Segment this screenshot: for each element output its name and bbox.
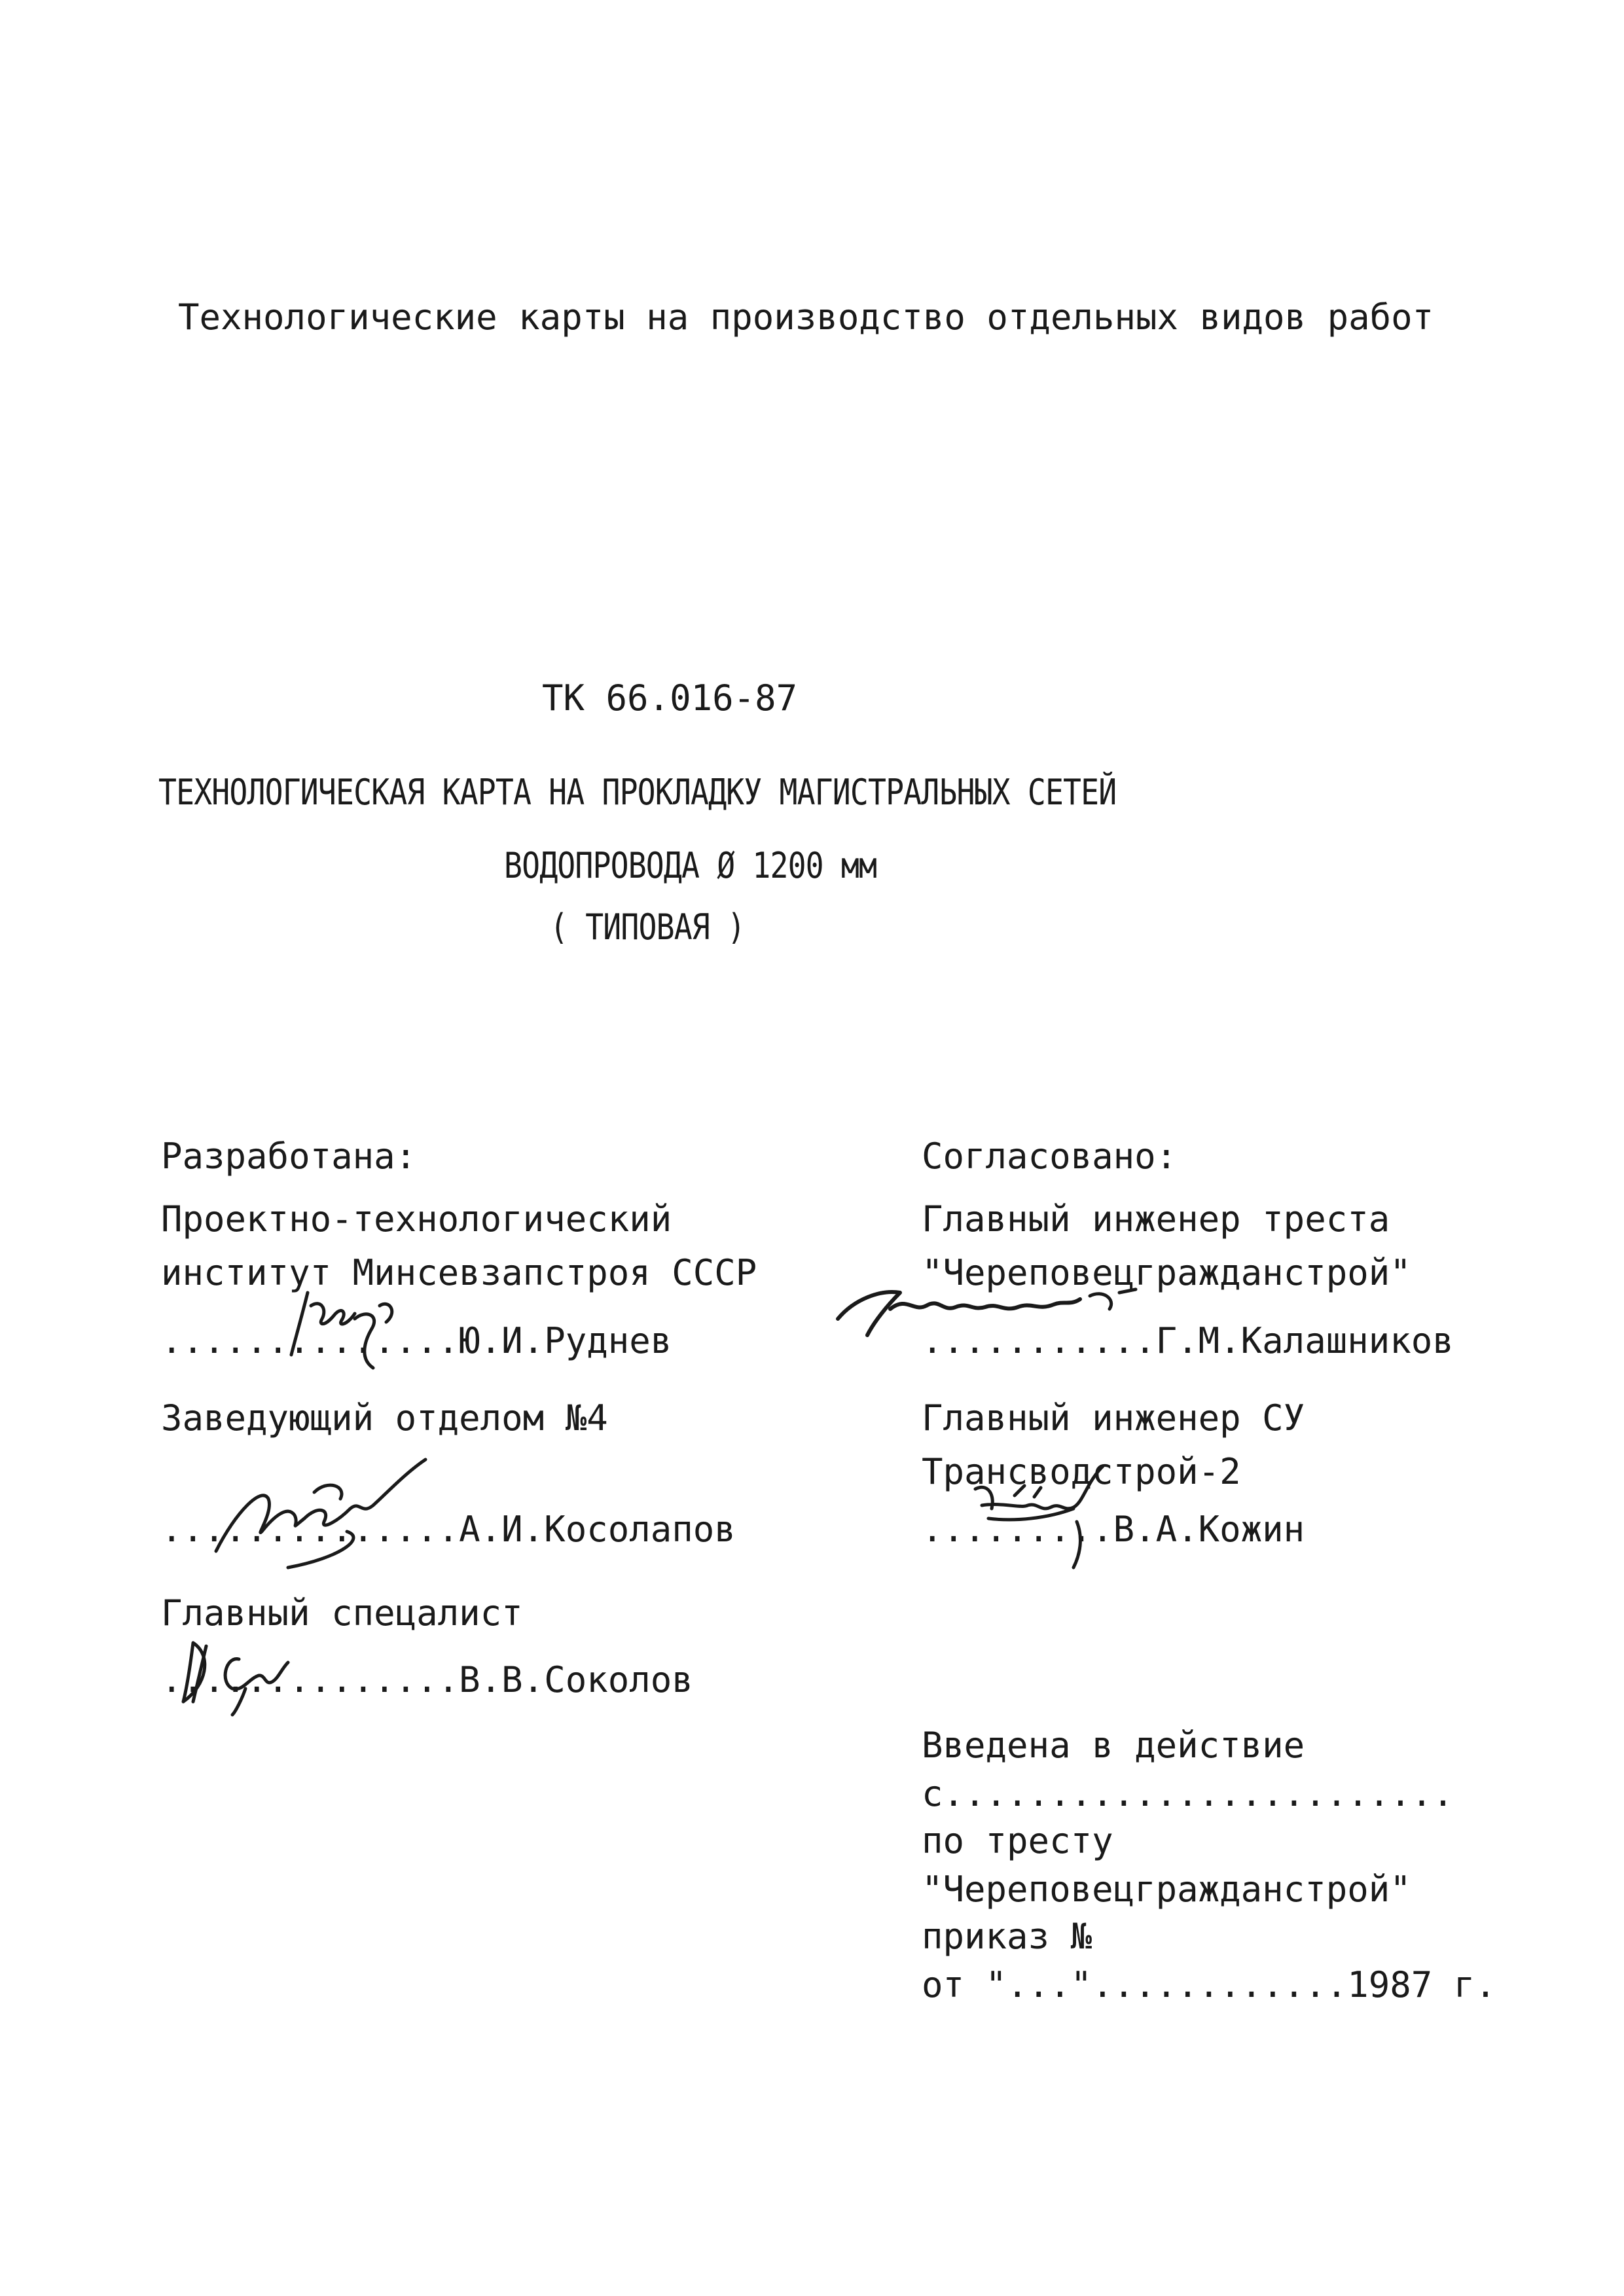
document-title-line-1: ТЕХНОЛОГИЧЕСКАЯ КАРТА НА ПРОКЛАДКУ МАГИСТРАЛЬНЫХ СЕТЕЙ xyxy=(158,772,1117,813)
department-head-position: Заведующий отделом №4 xyxy=(161,1397,608,1439)
developed-by-heading: Разработана: xyxy=(161,1136,417,1177)
developer-org-line-2: институт Минсевзапстроя СССР xyxy=(161,1252,757,1293)
chief-specialist-position: Главный спецалист xyxy=(161,1592,523,1634)
effective-line-4: "Череповецгражданстрой" xyxy=(922,1869,1411,1910)
signature-line-kozhin: .........В.А.Кожин xyxy=(922,1509,1305,1550)
effective-line-5: приказ № xyxy=(922,1916,1092,1957)
effective-line-2: с........................ xyxy=(922,1773,1454,1814)
document-code: ТК 66.016-87 xyxy=(542,677,798,719)
document-title-line-3: ( ТИПОВАЯ ) xyxy=(550,906,746,948)
approver-1-position-line-2: "Череповецгражданстрой" xyxy=(922,1252,1411,1293)
developer-org-line-1: Проектно-технологический xyxy=(161,1198,672,1240)
signature-sokolov xyxy=(167,1630,311,1721)
signature-kalashnikov xyxy=(828,1273,1155,1345)
signature-kosolapov xyxy=(190,1453,439,1604)
document-title-line-2: ВОДОПРОВОДА Ø 1200 мм xyxy=(504,845,877,886)
signature-line-kosolapov: ..............А.И.Косолапов xyxy=(161,1509,736,1550)
signature-line-rudnev: ..............Ю.И.Руднев xyxy=(161,1320,672,1361)
effective-line-6: от "..."............1987 г. xyxy=(922,1964,1496,2005)
signature-line-kalashnikov: ...........Г.М.Калашников xyxy=(922,1320,1454,1361)
signature-rudnev xyxy=(281,1280,439,1378)
effective-line-1: Введена в действие xyxy=(922,1725,1305,1766)
approved-heading: Согласовано: xyxy=(922,1136,1178,1177)
signature-line-sokolov: ..............В.В.Соколов xyxy=(161,1659,693,1700)
approver-2-position-line-2: Трансводстрой-2 xyxy=(922,1451,1241,1492)
approver-1-position-line-1: Главный инженер треста xyxy=(922,1198,1390,1240)
effective-line-3: по тресту xyxy=(922,1820,1113,1861)
approver-2-position-line-1: Главный инженер СУ xyxy=(922,1397,1305,1439)
signature-kozhin xyxy=(962,1456,1132,1574)
document-header: Технологические карты на производство отдельных видов работ xyxy=(178,296,1434,338)
